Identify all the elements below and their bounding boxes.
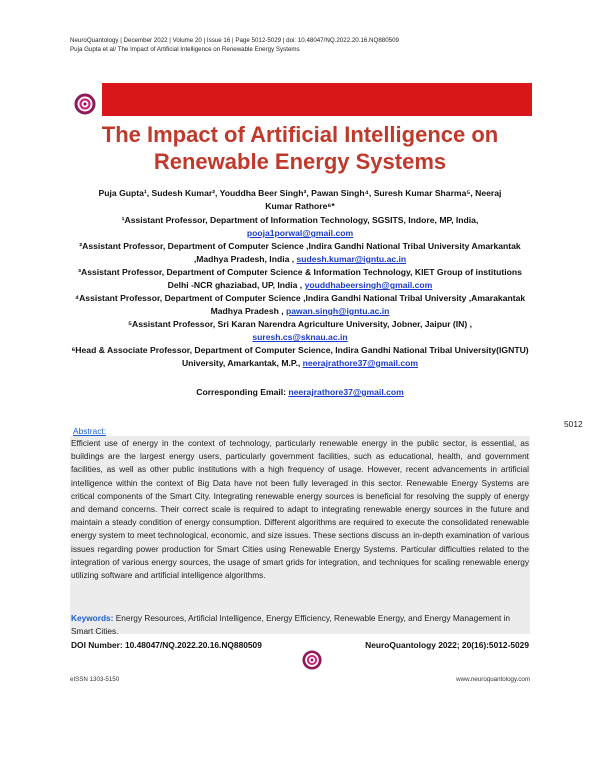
email-link[interactable]: pooja1porwal@gmail.com: [246, 228, 354, 238]
email-link[interactable]: suresh.cs@sknau.ac.in: [252, 332, 348, 342]
journal-citation: NeuroQuantology 2022; 20(16):5012-5029: [365, 640, 529, 650]
header-red-bar: [102, 83, 532, 116]
keywords-text: Energy Resources, Artificial Intelligence, Energy Efficiency, Renewable Energy, and Energy Management in Smart Cities.: [71, 613, 511, 636]
abstract-text: Efficient use of energy in the context of technology, particularly renewable energy in the public sector, is essential, as buildings are the largest energy users, particularly government facilities, such as educational, health, and government facilities, as well as other public institutions with a high frequency of usage. However, recent advancements in artificial intelligence within the context of Big Data have not been fully leveraged in this sector. Renewable Energy Systems are critical components of the Smart City. Integrating renewable energy sources is beneficial for resolving the supply of energy and demand concerns. Their correct scale is required to adapt to integrating renewable energy sources in the future and maintain a steady condition of energy consumption. Different algorithms are required to execute the consolidated renewable energy system to meet technological, economic, and size issues. These sections discuss an in-depth examination of various issues regarding power production for Smart Cities using Renewable Energy Systems. Particular difficulties related to the integration of various energy sources, the usage of smart grids for integration, and techniques for scaling renewable energy utilizing software and artificial intelligence algorithms.: [71, 438, 529, 581]
affiliation-6: ⁶Head & Associate Professor, Department of Computer Science, Indira Gandhi National Tribal University(IGNTU) University, Amarkantak, M.P., neerajrathore37@gmail.com: [71, 345, 529, 368]
keywords-label: Keywords:: [71, 613, 114, 623]
affiliation-4: ⁴Assistant Professor, Department of Computer Science ,Indira Gandhi National Tribal University ,Amarakantak Madhya Pradesh , pawan.singh@igntu.ac.in: [74, 293, 526, 316]
corresponding-email: Corresponding Email: neerajrathore37@gmail.com: [196, 387, 404, 397]
keywords: [71, 612, 529, 638]
footer-logo-icon: [302, 650, 322, 670]
author-list-line-2: Kumar Rathore⁶*: [265, 201, 335, 211]
footer-eissn: eISSN 1303-5150: [70, 676, 120, 683]
paper-title-line-2: Renewable Energy Systems: [153, 149, 447, 174]
email-link[interactable]: neerajrathore37@gmail.com: [302, 358, 419, 368]
email-link[interactable]: youddhabeersingh@gmail.com: [304, 280, 433, 290]
journal-logo-icon: [74, 93, 96, 115]
email-link[interactable]: sudesh.kumar@igntu.ac.in: [296, 254, 407, 264]
affiliation-2: ²Assistant Professor, Department of Computer Science ,Indira Gandhi National Tribal University Amarkantak ,Madhya Pradesh, India , sudesh.kumar@igntu.ac.in: [79, 241, 521, 264]
author-list-line-1: Puja Gupta¹, Sudesh Kumar², Youddha Beer Singh³, Pawan Singh⁴, Suresh Kumar Sharma⁵, Neeraj: [98, 188, 502, 198]
affiliation-5: ⁵Assistant Professor, Sri Karan Narendra Agriculture University, Jobner, Jaipur (IN) , suresh.cs@sknau.ac.in: [127, 319, 473, 342]
corresponding-email-link[interactable]: neerajrathore37@gmail.com: [288, 387, 404, 397]
paper-title-line-1: The Impact of Artificial Intelligence on: [101, 122, 499, 147]
footer-website: www.neuroquantology.com: [456, 676, 530, 683]
running-header-article: Puja Gupta et al/ The Impact of Artificial Intelligence on Renewable Energy Systems: [70, 46, 300, 53]
running-header-journal: NeuroQuantology | December 2022 | Volume 20 | Issue 16 | Page 5012-5029 | doi: 10.48047/NQ.2022.20.16.NQ880509: [70, 37, 399, 44]
abstract-label: Abstract:: [73, 426, 107, 436]
email-link[interactable]: pawan.singh@igntu.ac.in: [286, 306, 390, 316]
affiliation-1: ¹Assistant Professor, Department of Information Technology, SGSITS, Indore, MP, India, pooja1porwal@gmail.com: [121, 215, 479, 238]
doi-line: [71, 640, 529, 650]
page-number: 5012: [564, 419, 583, 429]
affiliations: [70, 214, 530, 370]
affiliation-3: ³Assistant Professor, Department of Computer Science & Information Technology, KIET Group of institutions Delhi -NCR ghaziabad, UP, India , youddhabeersingh@gmail.com: [78, 267, 522, 290]
doi-number: DOI Number: 10.48047/NQ.2022.20.16.NQ880509: [71, 640, 262, 650]
